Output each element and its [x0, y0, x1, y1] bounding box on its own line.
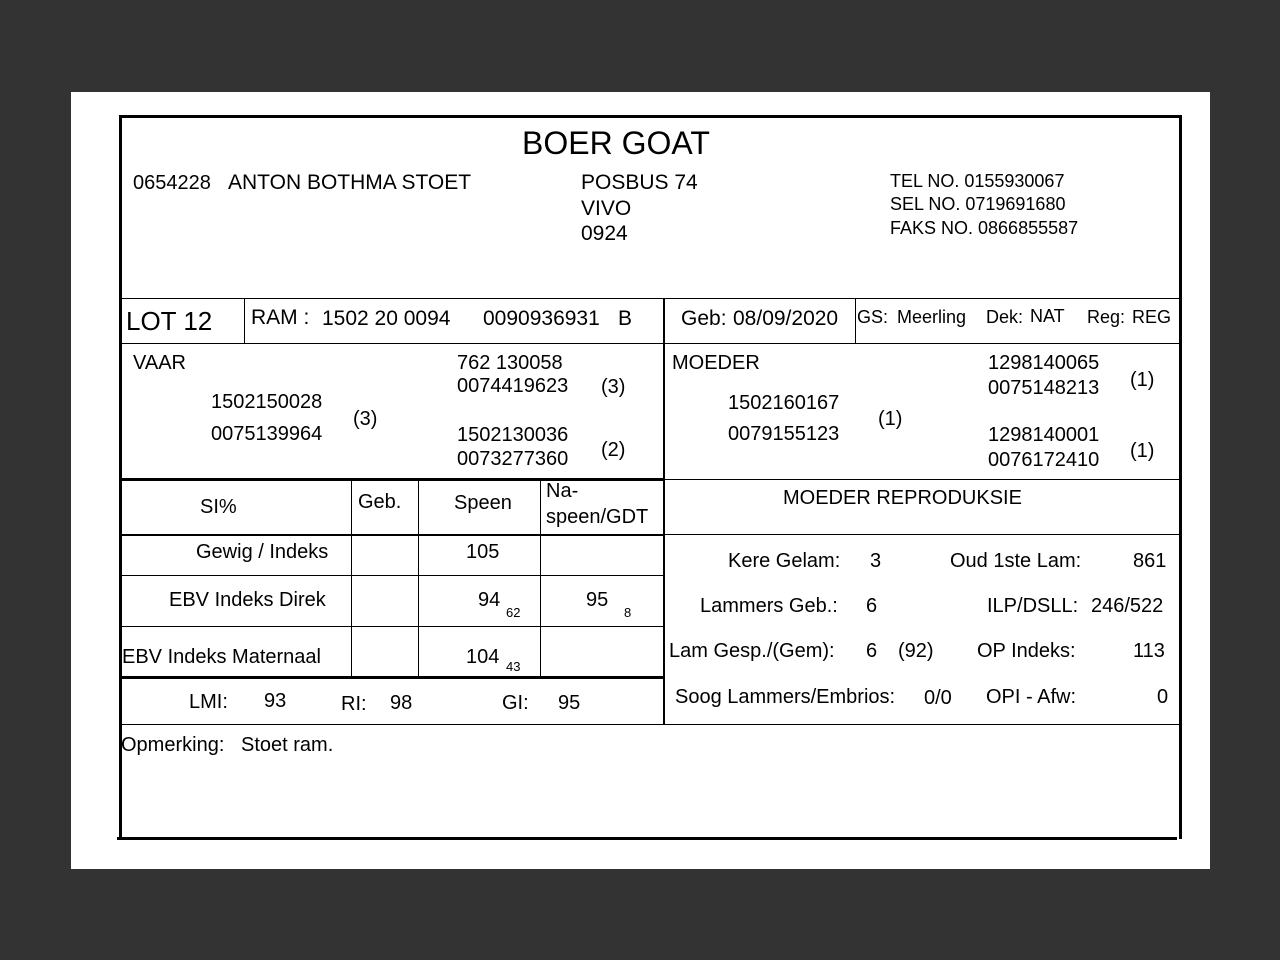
lam-gesp-value: 6 — [866, 640, 878, 662]
geb-label: Geb: — [681, 307, 727, 330]
geb-header: Geb. — [358, 491, 402, 513]
gs-label: GS: — [857, 307, 889, 327]
gewig-indeks-label: Gewig / Indeks — [196, 541, 329, 563]
opi-afw-value: 0 — [1157, 686, 1169, 708]
sel-number: SEL NO. 0719691680 — [890, 194, 1066, 214]
moeder-id-2: 0079155123 — [728, 423, 840, 445]
ri-value: 98 — [390, 692, 413, 714]
lammers-geb-value: 6 — [866, 595, 878, 617]
opi-afw-label: OPI - Afw: — [986, 686, 1077, 708]
ebv-direk-naspeen-accuracy: 8 — [624, 605, 632, 620]
divider-si-row2 — [119, 626, 665, 627]
address-line-2: VIVO — [581, 197, 632, 220]
ebv-maternaal-speen-accuracy: 43 — [506, 659, 521, 674]
address-line-1: POSBUS 74 — [581, 171, 698, 194]
lmi-value: 93 — [264, 690, 287, 712]
faks-number: FAKS NO. 0866855587 — [890, 218, 1079, 238]
address-line-3: 0924 — [581, 222, 628, 245]
divider-geb-gs — [855, 298, 856, 343]
soog-lammers-value: 0/0 — [924, 687, 952, 709]
divider-pedigree-left — [119, 478, 665, 481]
vaar-grandparent-2-count: (2) — [601, 439, 626, 461]
ebv-direk-speen-accuracy: 62 — [506, 605, 521, 620]
moeder-grandparent-2-count: (1) — [1130, 440, 1155, 462]
soog-lammers-label: Soog Lammers/Embrios: — [675, 686, 896, 708]
divider-header — [119, 298, 1182, 299]
vaar-grandparent-2-id-1: 1502130036 — [457, 424, 569, 446]
divider-si-bottom — [119, 676, 665, 679]
vaar-grandparent-1-id-1: 762 130058 — [457, 352, 563, 374]
lam-gesp-label: Lam Gesp./(Gem): — [669, 640, 835, 662]
op-indeks-value: 113 — [1133, 640, 1165, 662]
gs-value: Meerling — [897, 307, 967, 327]
dek-label: Dek: — [986, 307, 1024, 327]
moeder-label: MOEDER — [672, 352, 760, 374]
gi-label: GI: — [502, 692, 529, 714]
ilp-dsll-value: 246/522 — [1091, 595, 1164, 617]
ilp-dsll-label: ILP/DSLL: — [987, 595, 1079, 617]
divider-si-header — [119, 534, 665, 536]
reg-label: Reg: — [1087, 307, 1126, 327]
ri-label: RI: — [341, 693, 367, 715]
vaar-id-2: 0075139964 — [211, 423, 323, 445]
moeder-count: (1) — [878, 408, 903, 430]
tel-number: TEL NO. 0155930067 — [890, 171, 1065, 191]
gi-value: 95 — [558, 692, 581, 714]
divider-lot — [119, 343, 1182, 344]
vaar-grandparent-2-id-2: 0073277360 — [457, 448, 569, 470]
divider-si-col3 — [540, 480, 541, 677]
border-left — [119, 115, 122, 839]
vaar-label: VAAR — [133, 352, 186, 374]
opmerking-value: Stoet ram. — [241, 734, 334, 756]
lam-gem-value: (92) — [898, 640, 934, 662]
moeder-grandparent-1-id-2: 0075148213 — [988, 377, 1100, 399]
vaar-id-1: 1502150028 — [211, 391, 323, 413]
ram-number: 1502 20 0094 — [322, 307, 451, 330]
divider-si-row1 — [119, 575, 665, 576]
reproduksie-title: MOEDER REPRODUKSIE — [783, 487, 1022, 509]
lmi-label: LMI: — [189, 691, 228, 713]
divider-center — [663, 298, 665, 725]
opmerking-label: Opmerking: — [121, 734, 225, 756]
divider-si-col1 — [351, 480, 352, 677]
ram-label: RAM : — [251, 306, 310, 329]
naspeen-header-line-2: speen/GDT — [546, 506, 649, 528]
divider-repro-header — [665, 534, 1182, 535]
moeder-grandparent-2-id-2: 0076172410 — [988, 449, 1100, 471]
divider-remarks — [119, 724, 1182, 725]
moeder-id-1: 1502160167 — [728, 392, 840, 414]
lammers-geb-label: Lammers Geb.: — [700, 595, 838, 617]
kere-gelam-value: 3 — [870, 550, 882, 572]
speen-header: Speen — [454, 492, 512, 514]
border-right — [1179, 115, 1182, 839]
ebv-direk-label: EBV Indeks Direk — [169, 589, 326, 611]
ram-class: B — [618, 307, 633, 330]
ebv-direk-speen-value: 94 — [478, 589, 501, 611]
vaar-grandparent-1-count: (3) — [601, 376, 626, 398]
ebv-maternaal-label: EBV Indeks Maternaal — [122, 646, 321, 668]
si-header: SI% — [200, 496, 237, 518]
vaar-count: (3) — [353, 408, 378, 430]
oud-1ste-lam-value: 861 — [1133, 550, 1167, 572]
vaar-grandparent-1-id-2: 0074419623 — [457, 375, 569, 397]
moeder-grandparent-1-id-1: 1298140065 — [988, 352, 1100, 374]
ebv-maternaal-speen-value: 104 — [466, 646, 500, 668]
op-indeks-label: OP Indeks: — [977, 640, 1076, 662]
card-title: BOER GOAT — [522, 125, 710, 161]
divider-pedigree-right — [665, 479, 1182, 480]
border-bottom — [117, 837, 1177, 840]
divider-lot-ram — [244, 298, 245, 343]
dek-value: NAT — [1030, 306, 1065, 326]
naspeen-header-line-1: Na- — [546, 480, 579, 502]
divider-si-col2 — [418, 480, 419, 677]
ram-id: 0090936931 — [483, 307, 600, 330]
moeder-grandparent-2-id-1: 1298140001 — [988, 424, 1100, 446]
geb-date: 08/09/2020 — [733, 307, 839, 330]
border-top — [119, 115, 1182, 118]
oud-1ste-lam-label: Oud 1ste Lam: — [950, 550, 1082, 572]
owner-name: ANTON BOTHMA STOET — [228, 171, 472, 194]
moeder-grandparent-1-count: (1) — [1130, 369, 1155, 391]
gewig-speen-value: 105 — [466, 541, 500, 563]
lot-label: LOT 12 — [126, 306, 213, 336]
owner-code: 0654228 — [133, 172, 211, 194]
lot-card — [119, 115, 1182, 842]
reg-value: REG — [1132, 307, 1172, 327]
kere-gelam-label: Kere Gelam: — [728, 550, 841, 572]
ebv-direk-naspeen-value: 95 — [586, 589, 609, 611]
